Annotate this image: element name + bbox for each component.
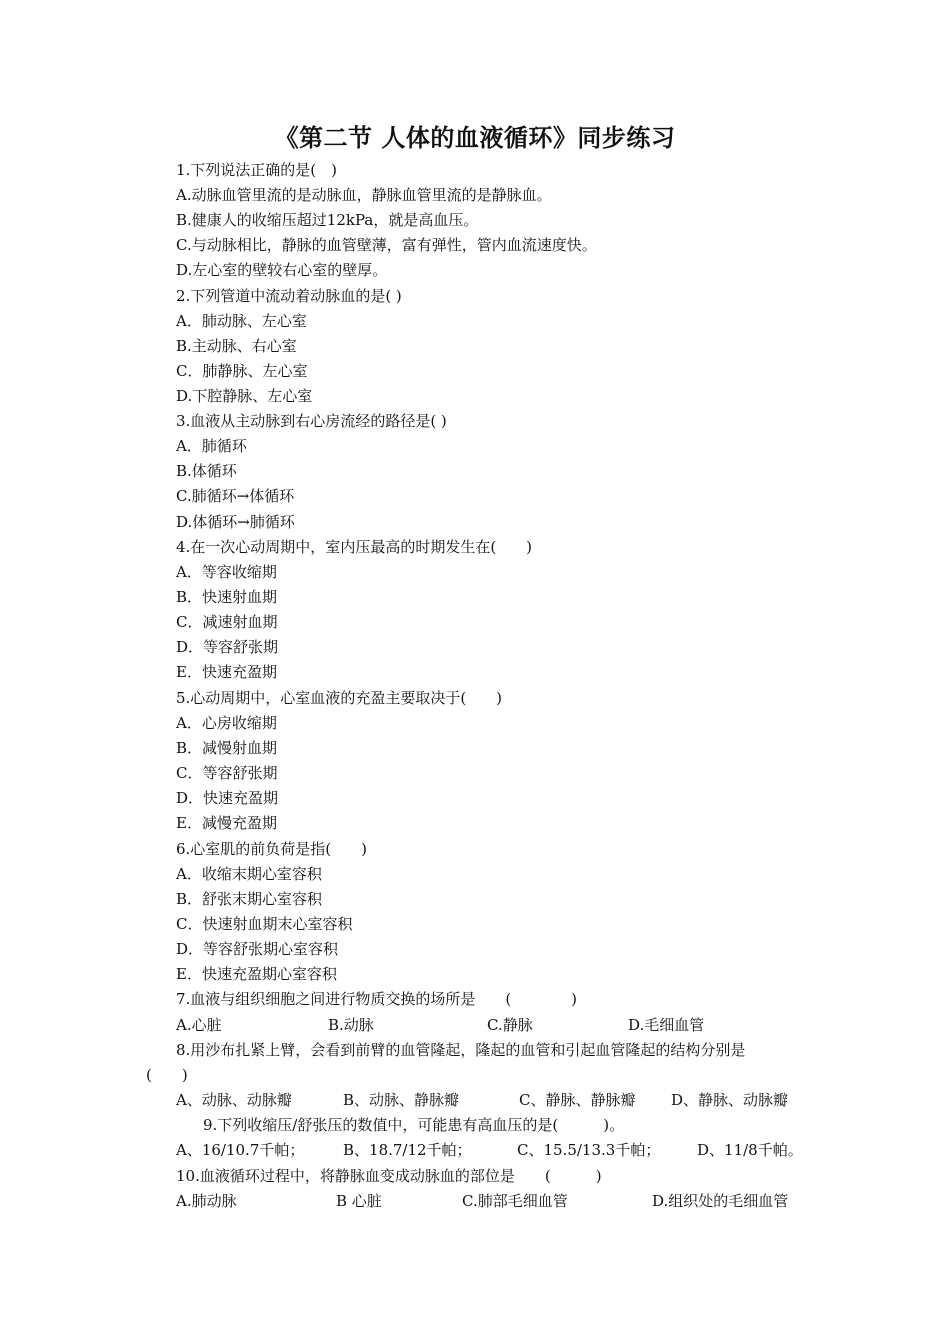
question-1-option-c: C.与动脉相比，静脉的血管壁薄，富有弹性，管内血流速度快。 xyxy=(176,236,597,254)
question-1-option-d: D.左心室的壁较右心室的壁厚。 xyxy=(176,261,388,279)
question-4-option-c: C．减速射血期 xyxy=(176,613,278,631)
question-4-stem: 4.在一次心动周期中，室内压最高的时期发生在( ) xyxy=(176,538,533,556)
question-8-stem: 8.用沙布扎紧上臂，会看到前臂的血管隆起，隆起的血管和引起血管隆起的结构分别是 xyxy=(176,1041,746,1059)
question-10-option-c: C.肺部毛细血管 xyxy=(462,1192,568,1210)
question-9-option-c: C、15.5/13.3千帕； xyxy=(517,1141,661,1159)
question-5-option-e: E．减慢充盈期 xyxy=(176,814,277,832)
question-10-option-d: D.组织处的毛细血管 xyxy=(652,1192,789,1210)
page-title: 《第二节 人体的血液循环》同步练习 xyxy=(274,123,676,152)
question-1-option-b: B.健康人的收缩压超过12kPa，就是高血压。 xyxy=(176,211,479,229)
question-6-option-d: D．等容舒张期心室容积 xyxy=(176,940,339,958)
question-8-option-d: D、静脉、动脉瓣 xyxy=(671,1091,789,1109)
question-8-option-c: C、静脉、静脉瓣 xyxy=(519,1091,636,1109)
question-10-option-a: A.肺动脉 xyxy=(176,1192,237,1210)
question-2-option-c: C．肺静脉、左心室 xyxy=(176,362,308,380)
question-3-option-d: D.体循环→肺循环 xyxy=(176,513,295,531)
question-9-option-b: B、18.7/12千帕； xyxy=(343,1141,472,1159)
question-10-stem: 10.血液循环过程中，将静脉血变成动脉血的部位是 ( ) xyxy=(176,1167,602,1185)
question-3-option-c: C.肺循环→体循环 xyxy=(176,487,295,505)
question-6-stem: 6.心室肌的前负荷是指( ) xyxy=(176,840,368,858)
question-7-stem: 7.血液与组织细胞之间进行物质交换的场所是 ( ) xyxy=(176,990,578,1008)
question-2-stem: 2.下列管道中流动着动脉血的是( ) xyxy=(176,287,402,305)
question-7-option-c: C.静脉 xyxy=(487,1016,533,1034)
question-2-option-a: A．肺动脉、左心室 xyxy=(176,312,307,330)
question-6-option-b: B．舒张末期心室容积 xyxy=(176,890,323,908)
question-5-option-c: C．等容舒张期 xyxy=(176,764,278,782)
question-3-option-a: A．肺循环 xyxy=(176,437,247,455)
question-5-option-d: D．快速充盈期 xyxy=(176,789,279,807)
question-10-option-b: B 心脏 xyxy=(336,1192,382,1210)
question-7-option-b: B.动脉 xyxy=(328,1016,374,1034)
question-6-option-e: E．快速充盈期心室容积 xyxy=(176,965,337,983)
question-8-option-b: B、动脉、静脉瓣 xyxy=(343,1091,460,1109)
question-2-option-d: D.下腔静脉、左心室 xyxy=(176,387,313,405)
question-2-option-b: B.主动脉、右心室 xyxy=(176,337,297,355)
question-4-option-d: D．等容舒张期 xyxy=(176,638,279,656)
question-6-option-c: C．快速射血期末心室容积 xyxy=(176,915,353,933)
question-1-stem: 1.下列说法正确的是( ) xyxy=(176,161,338,179)
question-8-option-a: A、动脉、动脉瓣 xyxy=(176,1091,292,1109)
question-5-stem: 5.心动周期中，心室血液的充盈主要取决于( ) xyxy=(176,689,503,707)
question-9-option-d: D、11/8千帕。 xyxy=(697,1141,803,1159)
question-5-option-b: B．减慢射血期 xyxy=(176,739,278,757)
question-4-option-b: B．快速射血期 xyxy=(176,588,278,606)
question-4-option-a: A．等容收缩期 xyxy=(176,563,277,581)
question-4-option-e: E．快速充盈期 xyxy=(176,663,277,681)
question-5-option-a: A．心房收缩期 xyxy=(176,714,277,732)
question-3-option-b: B.体循环 xyxy=(176,462,237,480)
question-1-option-a: A.动脉血管里流的是动脉血，静脉血管里流的是静脉血。 xyxy=(176,186,552,204)
question-8-stem-continued: ( ) xyxy=(146,1066,188,1084)
question-6-option-a: A．收缩末期心室容积 xyxy=(176,865,322,883)
question-7-option-a: A.心脏 xyxy=(176,1016,222,1034)
question-9-option-a: A、16/10.7千帕； xyxy=(176,1141,305,1159)
question-7-option-d: D.毛细血管 xyxy=(628,1016,705,1034)
question-3-stem: 3.血液从主动脉到右心房流经的路径是( ) xyxy=(176,412,447,430)
question-9-stem: 9.下列收缩压/舒张压的数值中，可能患有高血压的是( )。 xyxy=(203,1116,625,1134)
